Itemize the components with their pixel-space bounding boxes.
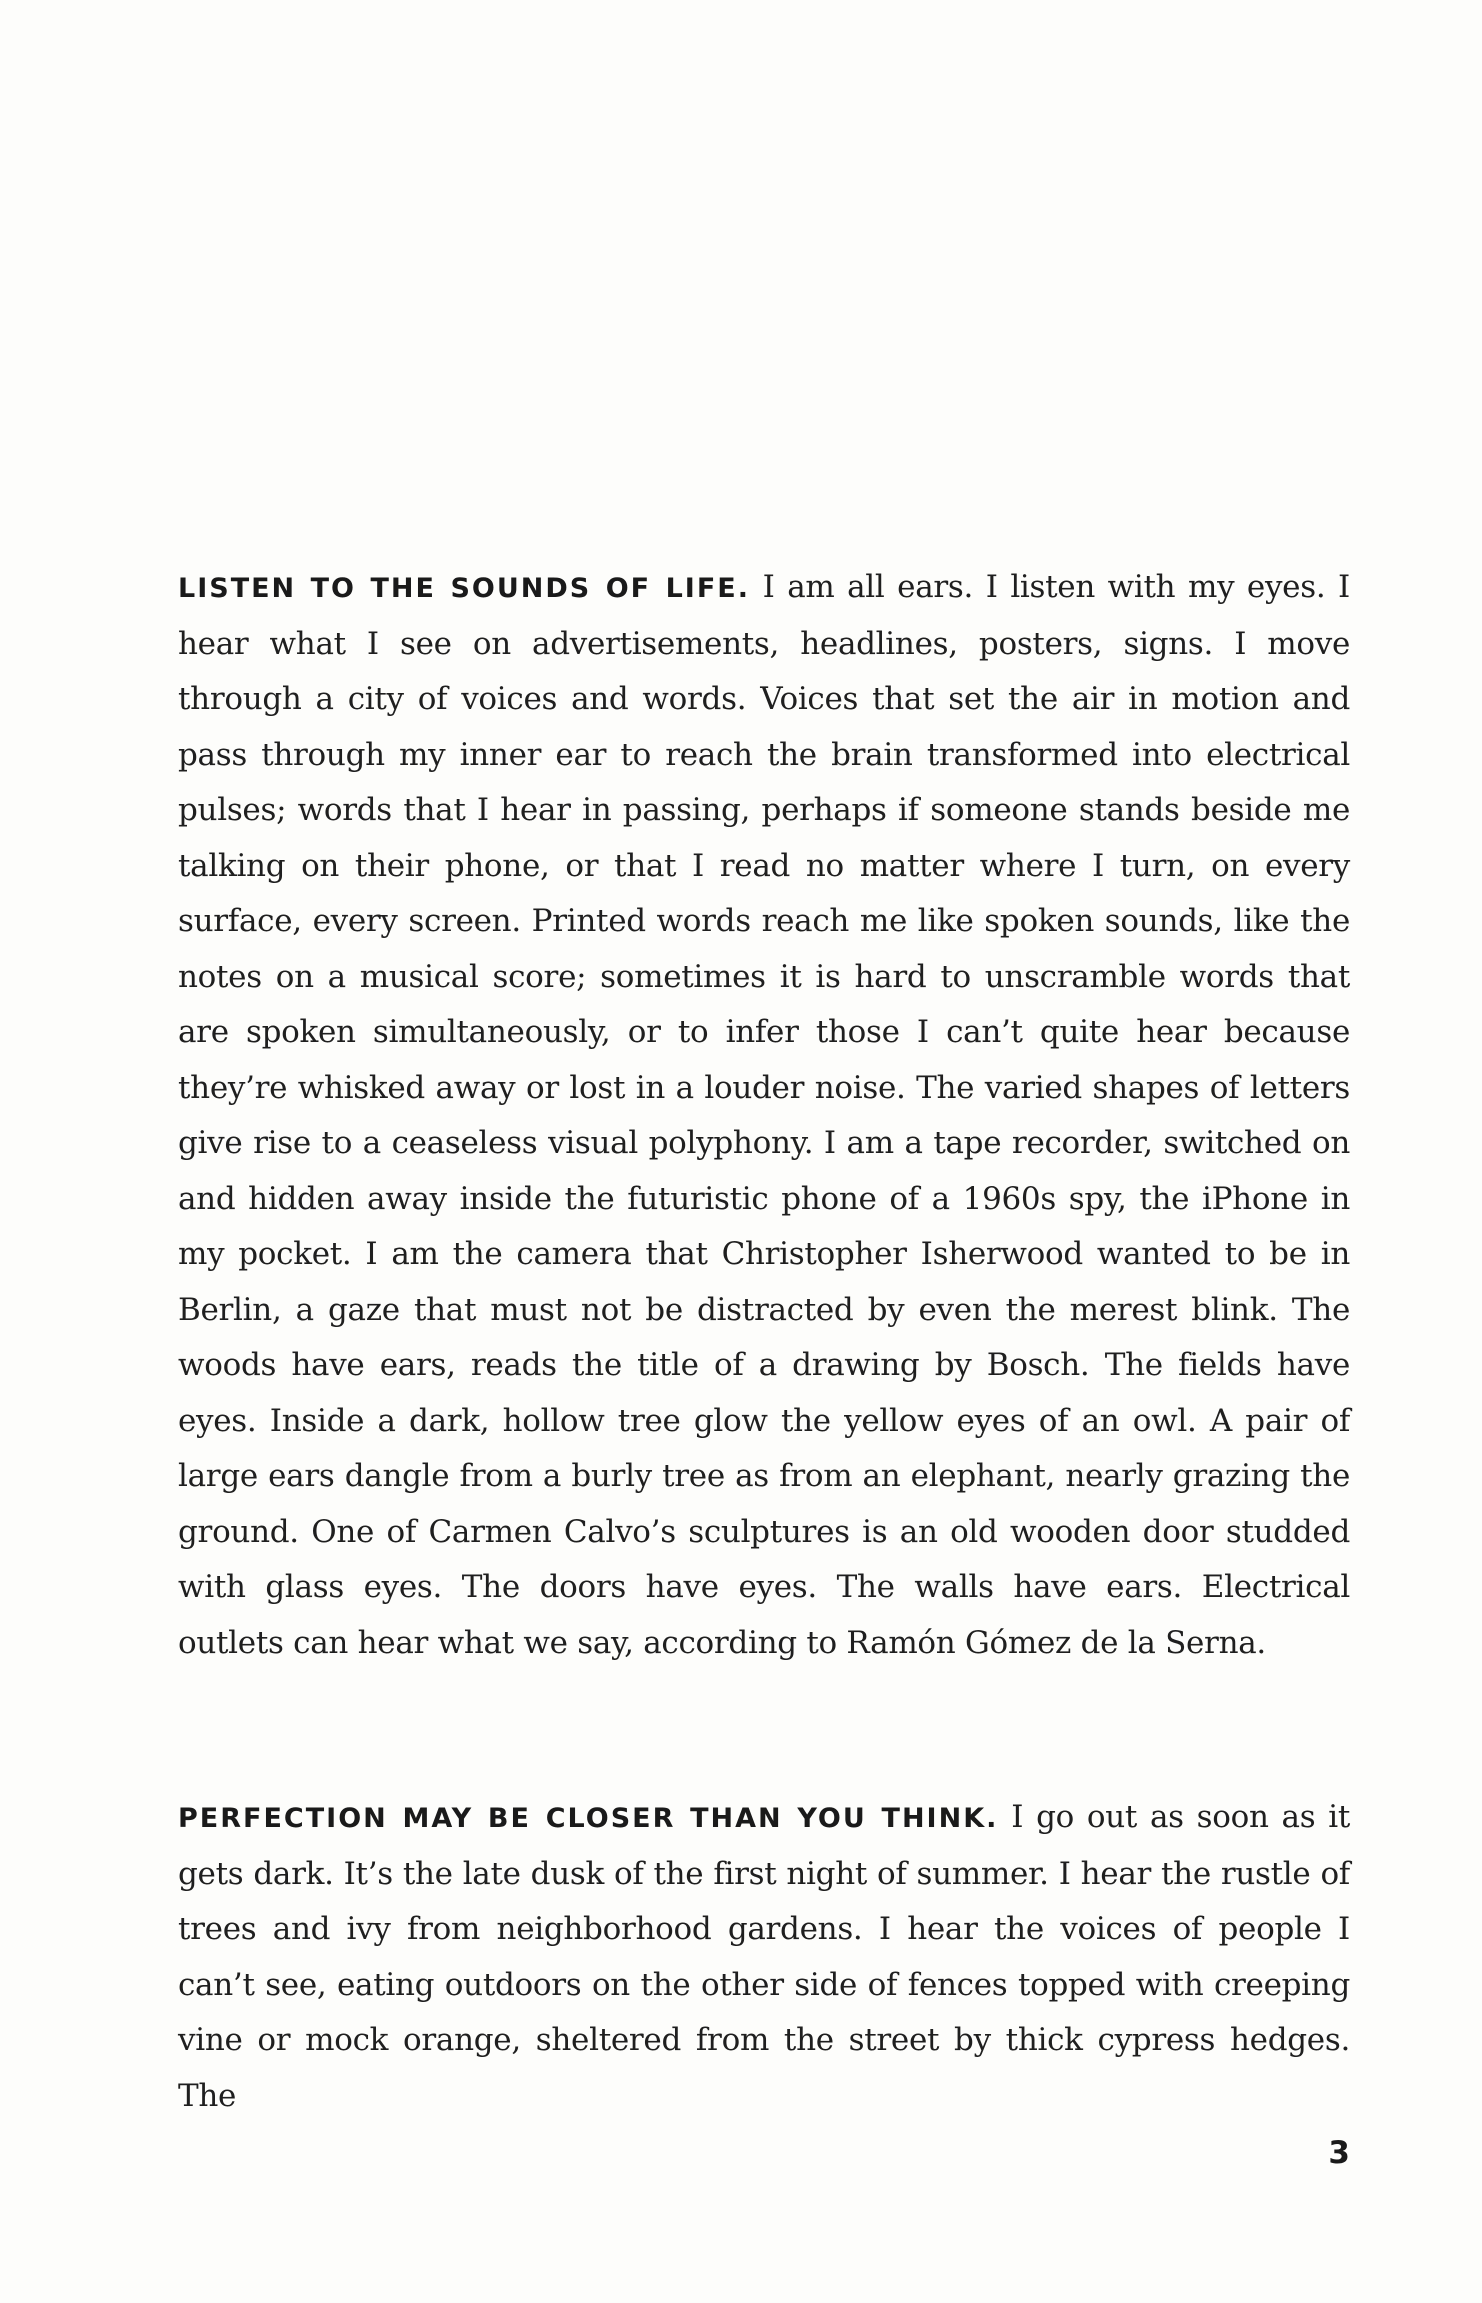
section-listen (178, 560, 1350, 1671)
paragraph-body: I go out as soon as it gets dark. It’s the late dusk of the first night of summer. I hear the rustle of trees and ivy from neighborhood gardens. I hear the voices of people I can’t see, eating outdoors on the other side of fences topped with creeping vine or mock orange, sheltered from the street by thick cypress hedges. The (178, 1799, 1350, 2114)
paragraph (178, 1790, 1350, 2124)
page-number: 3 (1328, 2135, 1350, 2171)
section-heading: PERFECTION MAY BE CLOSER THAN YOU THINK. (178, 1803, 999, 1834)
section-heading: LISTEN TO THE SOUNDS OF LIFE. (178, 573, 750, 604)
paragraph-body: I am all ears. I listen with my eyes. I hear what I see on advertisements, headlines, posters, signs. I move through a city of voices and words. Voices that set the air in motion and pass through my inner ear to reach the brain transformed into electrical pulses; words that I hear in passing, perhaps if someone stands beside me talking on their phone, or that I read no matter where I turn, on every surface, every screen. Printed words reach me like spoken sounds, like the notes on a musical score; sometimes it is hard to unscramble words that are spoken simultaneously, or to infer those I can’t quite hear because they’re whisked away or lost in a louder noise. The varied shapes of letters give rise to a ceaseless visual polyphony. I am a tape recorder, switched on and hidden away inside the futuristic phone of a 1960s spy, the iPhone in my pocket. I am the camera that Christopher Isherwood wanted to be in Berlin, a gaze that must not be distracted by even the merest blink. The woods have ears, reads the title of a drawing by Bosch. The fields have eyes. Inside a dark, hollow tree glow the yellow eyes of an owl. A pair of large ears dangle from a burly tree as from an elephant, nearly grazing the ground. One of Carmen Calvo’s sculptures is an old wooden door studded with glass eyes. The doors have eyes. The walls have ears. Electrical outlets can hear what we say, according to Ramón Gómez de la Serna. (178, 569, 1350, 1661)
paragraph (178, 560, 1350, 1671)
section-perfection (178, 1790, 1350, 2124)
